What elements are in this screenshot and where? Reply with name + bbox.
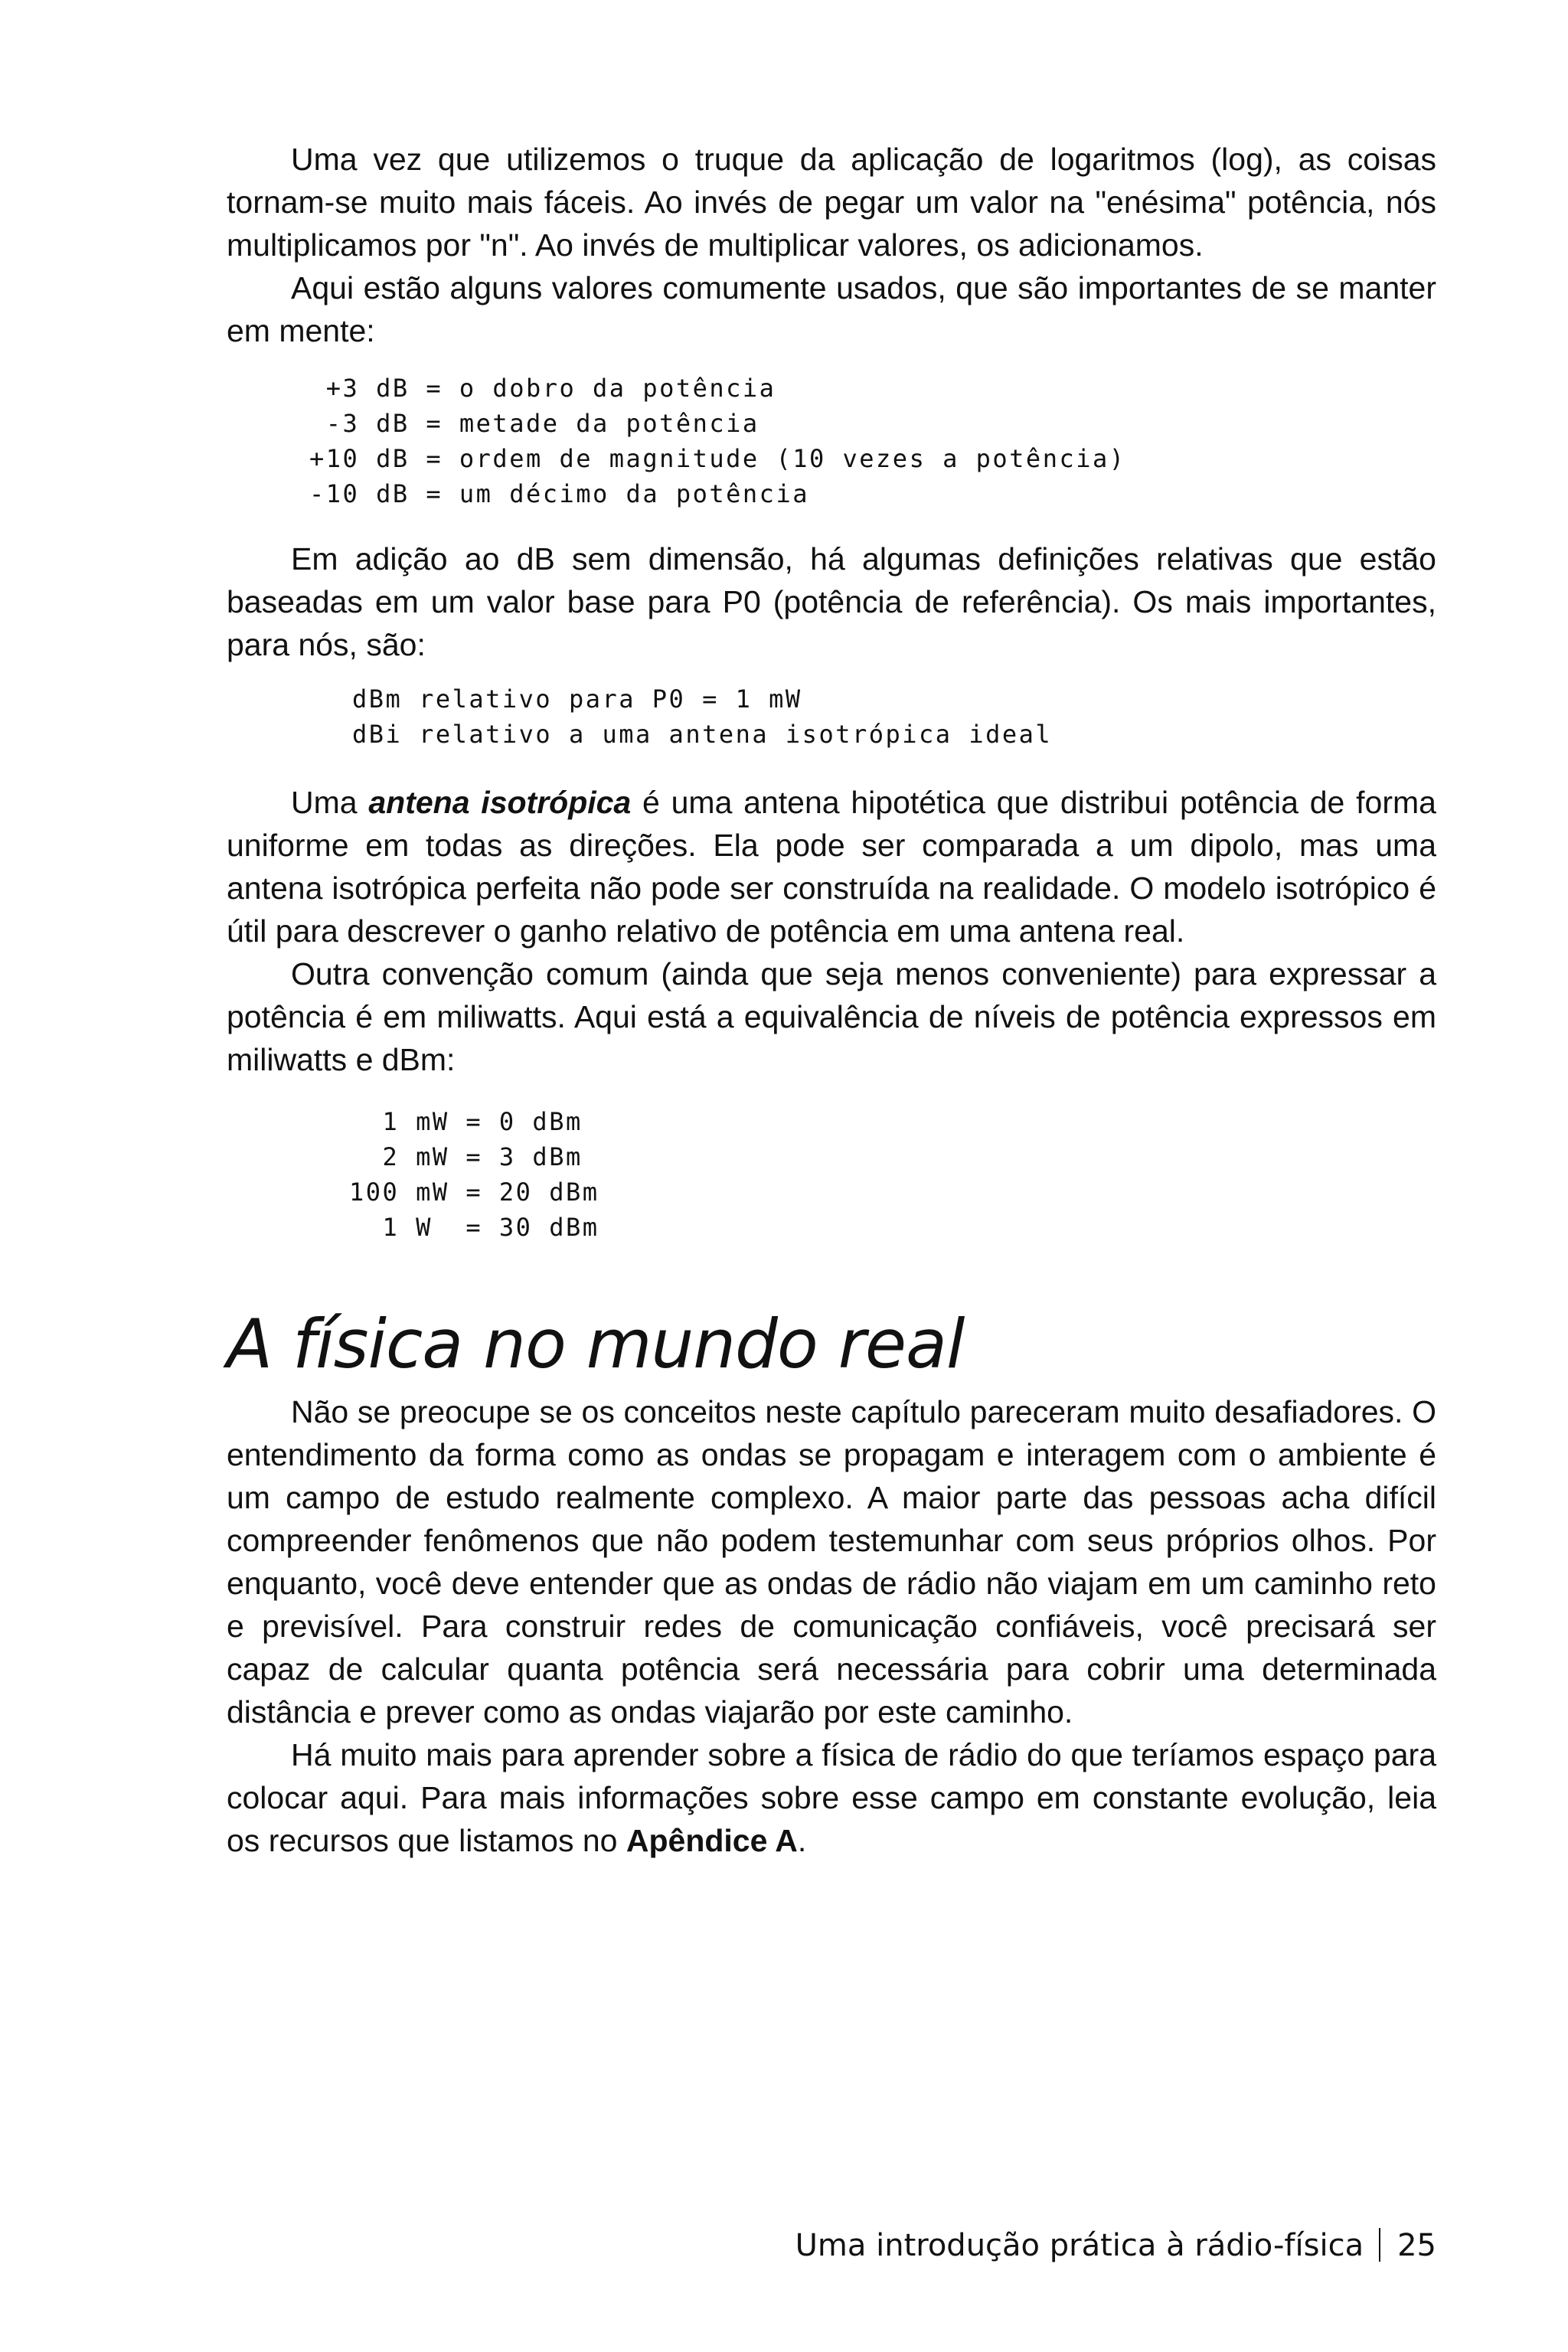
mw-dbm-line: 2 mW = 3 dBm: [349, 1142, 583, 1171]
isotropic-text-after: é uma antena hipotética que distribui potência de forma uniforme em todas as direções. Ela pode ser comparada a um dipolo, mas uma antena isotrópica perfeita não pode ser construída na realidade. O modelo isotrópico é útil para descrever o ganho relativo de potência em uma antena real.: [227, 785, 1436, 949]
relative-definition-line: dBi relativo a uma antena isotrópica ideal: [352, 720, 1053, 749]
section-heading: A física no mundo real: [227, 1305, 965, 1383]
db-values-block: [309, 371, 1436, 511]
db-value-line: +10 dB = ordem de magnitude (10 vezes a potência): [309, 444, 1126, 473]
further-reading-end: .: [797, 1823, 807, 1858]
page-body: [227, 138, 1436, 1862]
running-title: Uma introdução prática à rádio-física: [795, 2228, 1364, 2263]
relative-definitions-block: [352, 681, 1436, 752]
isotropic-term: antena isotrópica: [368, 785, 632, 820]
footer-divider: [1379, 2228, 1380, 2262]
mw-dbm-table: [349, 1104, 1436, 1245]
paragraph-common-values: Aqui estão alguns valores comumente usados, que são importantes de se manter em mente:: [227, 270, 1436, 348]
isotropic-text-before: Uma: [291, 785, 369, 820]
page-number: 25: [1397, 2228, 1436, 2263]
appendix-reference: Apêndice A: [626, 1823, 798, 1858]
paragraph-real-world: Não se preocupe se os conceitos neste capítulo pareceram muito desafiadores. O entendimento da forma como as ondas se propagam e interagem com o ambiente é um campo de estudo realmente complexo. A maior parte das pessoas acha difícil compreender fenômenos que não podem testemunhar com seus próprios olhos. Por enquanto, você deve entender que as ondas de rádio não viajam em um caminho reto e previsível. Para construir redes de comunicação confiáveis, você precisará ser capaz de calcular quanta potência será necessária para cobrir uma determinada distância e prever como as ondas viajarão por este caminho.: [227, 1394, 1436, 1730]
db-value-line: -10 dB = um décimo da potência: [309, 479, 809, 508]
paragraph-isotropic-antenna: [227, 781, 1436, 952]
paragraph-further-reading: [227, 1733, 1436, 1862]
page-footer: [795, 2224, 1436, 2267]
mw-dbm-line: 1 mW = 0 dBm: [349, 1107, 583, 1136]
db-value-line: -3 dB = metade da potência: [309, 409, 760, 438]
db-value-line: +3 dB = o dobro da potência: [309, 374, 776, 403]
paragraph-milliwatts: Outra convenção comum (ainda que seja menos conveniente) para expressar a potência é em miliwatts. Aqui está a equivalência de níveis de potência expressos em miliwatts e dBm:: [227, 956, 1436, 1077]
mw-dbm-line: 100 mW = 20 dBm: [349, 1178, 599, 1207]
further-reading-text: Há muito mais para aprender sobre a física de rádio do que teríamos espaço para colocar aqui. Para mais informações sobre esse campo em constante evolução, leia os recursos que listamos no: [227, 1737, 1436, 1858]
paragraph-relative-definitions: Em adição ao dB sem dimensão, há algumas definições relativas que estão baseadas em um valor base para P0 (potência de referência). Os mais importantes, para nós, são:: [227, 541, 1436, 662]
paragraph-logarithms: Uma vez que utilizemos o truque da aplicação de logaritmos (log), as coisas tornam-se muito mais fáceis. Ao invés de pegar um valor na "enésima" potência, nós multiplicamos por "n". Ao invés de multiplicar valores, os adicionamos.: [227, 142, 1436, 263]
mw-dbm-line: 1 W = 30 dBm: [349, 1213, 599, 1242]
relative-definition-line: dBm relativo para P0 = 1 mW: [352, 684, 802, 714]
